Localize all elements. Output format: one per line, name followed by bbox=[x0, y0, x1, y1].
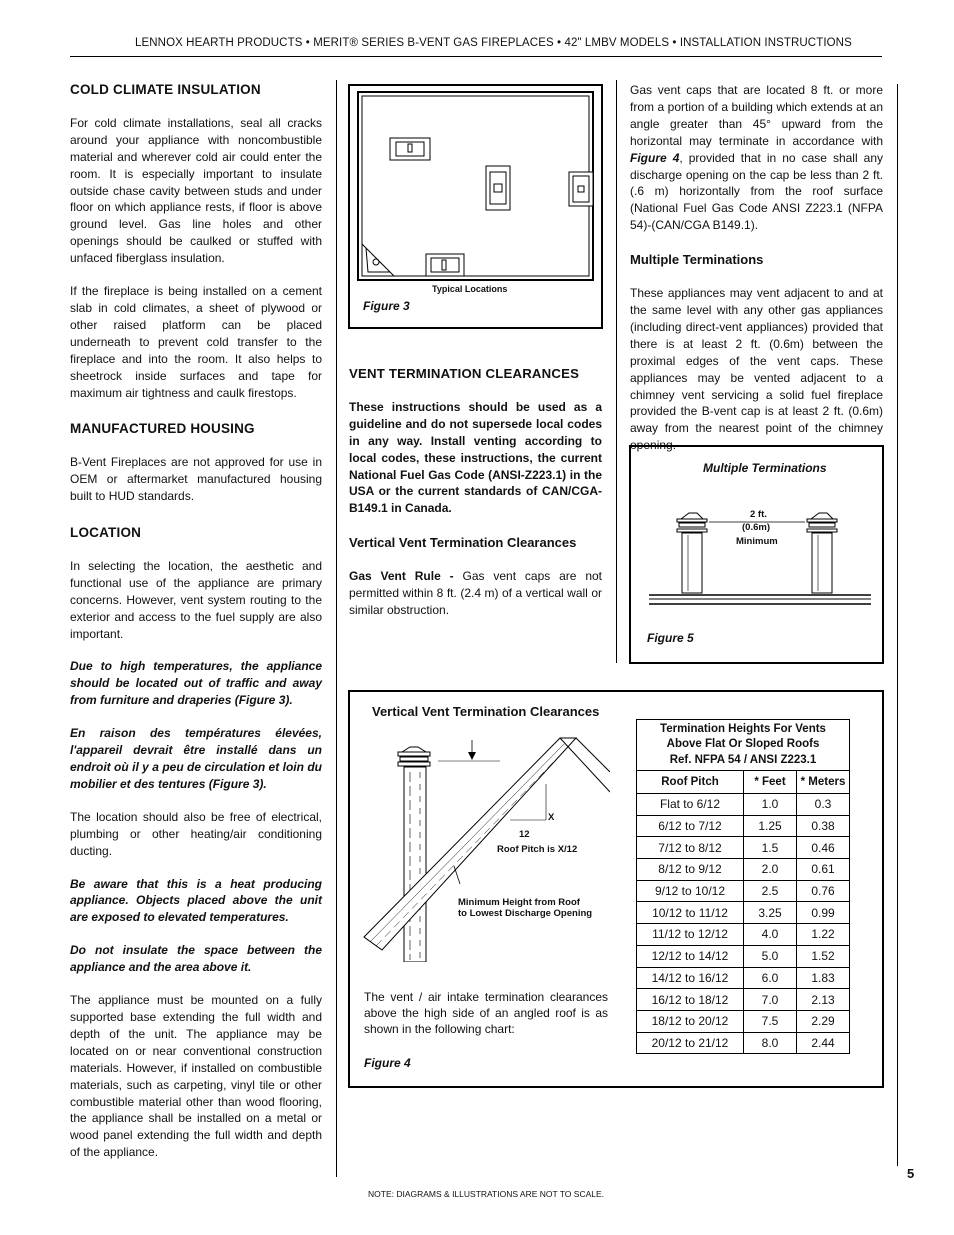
multiple-terminations-heading: Multiple Terminations bbox=[630, 252, 764, 268]
min-height-label-1: Minimum Height from Roof bbox=[458, 897, 580, 908]
cell-feet: 2.0 bbox=[744, 859, 797, 881]
gas-vent-caps-p bbox=[630, 82, 883, 234]
multiple-terminations-diagram bbox=[631, 447, 882, 662]
cold-climate-heading: COLD CLIMATE INSULATION bbox=[70, 82, 261, 97]
figure-5-label: Figure 5 bbox=[647, 631, 694, 645]
col-roof-pitch: Roof Pitch bbox=[637, 771, 744, 794]
fireplace-right bbox=[569, 172, 593, 206]
vent-cap-left bbox=[677, 513, 707, 593]
cell-feet: 7.0 bbox=[744, 989, 797, 1011]
cell-feet: 1.0 bbox=[744, 794, 797, 816]
cell-roof-pitch: 18/12 to 20/12 bbox=[637, 1010, 744, 1032]
figure-5-title: Multiple Terminations bbox=[703, 461, 827, 475]
manufactured-housing-p: B-Vent Fireplaces are not approved for use in OEM or aftermarket manufactured housing built to HUD standards. bbox=[70, 455, 322, 504]
cell-feet: 2.5 bbox=[744, 880, 797, 902]
figure-3-label: Figure 3 bbox=[363, 299, 410, 313]
table-row bbox=[637, 989, 850, 1011]
cell-feet: 3.25 bbox=[744, 902, 797, 924]
location-p1: In selecting the location, the aesthetic and functional use of the appliance are primary concerns. However, vent system routing to the exterior and access to the fuel supply are also important. bbox=[70, 558, 322, 641]
table-title bbox=[637, 720, 850, 771]
cell-feet: 1.25 bbox=[744, 815, 797, 837]
right-column bbox=[630, 82, 883, 470]
cell-roof-pitch: 6/12 to 7/12 bbox=[637, 815, 744, 837]
fireplace-bottom bbox=[426, 254, 464, 276]
cell-meters: 2.44 bbox=[797, 1032, 850, 1054]
cell-roof-pitch: 20/12 to 21/12 bbox=[637, 1032, 744, 1054]
multiple-terminations-p: These appliances may vent adjacent to and at the same level with any other gas appliances (including direct-vent appliances) provided that there is at least 2 ft. (0.6m) between the proximal edges of the vent caps. These appliances may be vented adjacent to a chimney vent servicing a solid fuel fireplace provided the B-vent cap is at least 2 ft. (0.6m) away from the nearest point of the chimney opening. bbox=[630, 286, 883, 453]
cell-meters: 0.76 bbox=[797, 880, 850, 902]
cell-meters: 2.13 bbox=[797, 989, 850, 1011]
fireplace-top-left bbox=[390, 138, 430, 160]
cell-feet: 5.0 bbox=[744, 945, 797, 967]
figure-3-box bbox=[348, 84, 603, 329]
cell-meters: 1.52 bbox=[797, 945, 850, 967]
location-p4: The location should also be free of electrical, plumbing or other heating/air conditioning ducting. bbox=[70, 809, 322, 858]
column-divider-left bbox=[336, 80, 337, 1177]
termination-heights-table bbox=[636, 719, 850, 1054]
figure-4-title: Vertical Vent Termination Clearances bbox=[372, 704, 600, 719]
gas-vent-caps-text-a: Gas vent caps that are located 8 ft. or more from a portion of a building which extends at an angle greater than 45° upward from the horizontal may terminate in accordance with bbox=[630, 83, 883, 148]
cell-roof-pitch: Flat to 6/12 bbox=[637, 794, 744, 816]
location-warning-en: Due to high temperatures, the appliance should be located out of traffic and away from furniture and draperies (Figure 3). bbox=[70, 659, 322, 708]
table-row bbox=[637, 794, 850, 816]
right-margin-rule bbox=[897, 84, 898, 1166]
middle-column bbox=[349, 366, 602, 635]
gas-vent-rule bbox=[349, 568, 602, 619]
min-height-label-2: to Lowest Discharge Opening bbox=[458, 908, 593, 919]
table-title-line-2: Above Flat Or Sloped Roofs bbox=[666, 738, 820, 751]
manufactured-housing-heading: MANUFACTURED HOUSING bbox=[70, 421, 255, 437]
cell-roof-pitch: 11/12 to 12/12 bbox=[637, 924, 744, 946]
cell-feet: 6.0 bbox=[744, 967, 797, 989]
vent-pipe bbox=[398, 747, 430, 962]
cell-roof-pitch: 10/12 to 11/12 bbox=[637, 902, 744, 924]
table-row bbox=[637, 967, 850, 989]
roof-surface bbox=[649, 595, 871, 604]
cell-roof-pitch: 16/12 to 18/12 bbox=[637, 989, 744, 1011]
page-number: 5 bbox=[907, 1166, 915, 1181]
figure-3-caption: Typical Locations bbox=[432, 284, 508, 294]
figure-4-label: Figure 4 bbox=[364, 1056, 411, 1070]
table-row bbox=[637, 1032, 850, 1054]
cell-feet: 1.5 bbox=[744, 837, 797, 859]
table-body bbox=[637, 794, 850, 1054]
gas-vent-rule-text: Gas vent caps are not permitted within 8 ft. (2.4 m) of a vertical wall or similar obstruction. bbox=[349, 569, 602, 617]
cell-roof-pitch: 8/12 to 9/12 bbox=[637, 859, 744, 881]
figure-5-box bbox=[629, 445, 884, 664]
table-row bbox=[637, 924, 850, 946]
table-title-line-1: Termination Heights For Vents bbox=[660, 722, 826, 735]
running-header: LENNOX HEARTH PRODUCTS • MERIT® SERIES B-VENT GAS FIREPLACES • 42" LMBV MODELS • INSTALLATION INSTRUCTIONS bbox=[135, 37, 852, 49]
fireplace-corner bbox=[362, 244, 394, 276]
table-title-line-3: Ref. NFPA 54 / ANSI Z223.1 bbox=[669, 753, 817, 766]
col-meters: * Meters bbox=[797, 771, 850, 794]
table-row bbox=[637, 859, 850, 881]
gas-vent-rule-label: Gas Vent Rule - bbox=[349, 569, 463, 584]
cell-roof-pitch: 7/12 to 8/12 bbox=[637, 837, 744, 859]
cell-feet: 4.0 bbox=[744, 924, 797, 946]
table-row bbox=[637, 815, 850, 837]
cell-roof-pitch: 12/12 to 14/12 bbox=[637, 945, 744, 967]
cell-roof-pitch: 14/12 to 16/12 bbox=[637, 967, 744, 989]
scale-note: NOTE: DIAGRAMS & ILLUSTRATIONS ARE NOT TO SCALE. bbox=[368, 1189, 605, 1199]
cold-climate-p2: If the fireplace is being installed on a cement slab in cold climates, a sheet of plywood or other raised platform can be placed underneath to prevent cold transfer to the fireplace and into the room. It also helps to sheetrock inside surfaces and tape for maximum air tightness and caulk firestops. bbox=[70, 284, 322, 400]
figure-5-dim-3: Minimum bbox=[736, 536, 778, 547]
table-row bbox=[637, 902, 850, 924]
table-row bbox=[637, 880, 850, 902]
figure-4-description: The vent / air intake termination clearances above the high side of an angled roof is as shown in the following chart: bbox=[364, 990, 608, 1036]
vent-cap-right bbox=[807, 513, 837, 593]
cell-feet: 8.0 bbox=[744, 1032, 797, 1054]
cell-feet: 7.5 bbox=[744, 1010, 797, 1032]
header-rule bbox=[70, 56, 882, 57]
left-column bbox=[70, 82, 322, 1177]
location-p7: The appliance must be mounted on a fully supported base extending the full width and depth of the unit. The appliance may be located on or near conventional construction materials. However, if installed on combustible materials, such as carpeting, vinyl tile or other combustible material other than wood flooring, the appliance shall be installed on a metal or wood panel extending the full width and depth of the appliance. bbox=[70, 993, 322, 1160]
cell-meters: 0.38 bbox=[797, 815, 850, 837]
col-feet: * Feet bbox=[744, 771, 797, 794]
cold-climate-p1: For cold climate installations, seal all cracks around your appliance with noncombustible material and wherever cold air could enter the room. It is especially important to insulate outside chase cavity between studs and under floor on which appliance rests, if floor is above ground level. Gas line holes and other openings should be caulked or stuffed with unfaced fiberglass insulation. bbox=[70, 115, 322, 266]
table-row bbox=[637, 837, 850, 859]
table-row bbox=[637, 945, 850, 967]
gas-vent-caps-text-b: , provided that in no case shall any discharge opening on the cap be less than 2 ft. (.6 m) horizontally from the roof surface (National Fuel Gas Code ANSI Z223.1 (NFPA 54)-(CAN/CGA B149.1). bbox=[630, 150, 883, 233]
vertical-vent-heading: Vertical Vent Termination Clearances bbox=[349, 535, 577, 551]
cell-meters: 0.99 bbox=[797, 902, 850, 924]
pitch-x-label: X bbox=[548, 812, 555, 823]
location-heading: LOCATION bbox=[70, 525, 142, 541]
location-heat-warning: Be aware that this is a heat producing appliance. Objects placed above the unit are exposed to elevated temperatures. bbox=[70, 876, 322, 925]
vent-termination-heading: VENT TERMINATION CLEARANCES bbox=[349, 366, 580, 381]
cell-meters: 2.29 bbox=[797, 1010, 850, 1032]
cell-meters: 0.61 bbox=[797, 859, 850, 881]
cell-meters: 0.3 bbox=[797, 794, 850, 816]
figure-5-dim-1: 2 ft. bbox=[750, 509, 767, 520]
table-row bbox=[637, 1010, 850, 1032]
figure-4-reference: Figure 4 bbox=[630, 150, 680, 165]
location-insulate-warning: Do not insulate the space between the appliance and the area above it. bbox=[70, 943, 322, 975]
cell-meters: 0.46 bbox=[797, 837, 850, 859]
pitch-twelve-label: 12 bbox=[519, 829, 530, 840]
cell-roof-pitch: 9/12 to 10/12 bbox=[637, 880, 744, 902]
vent-termination-guideline: These instructions should be used as a guideline and do not supersede local codes in any way. Install venting according to local codes, these instructions, the current National Fuel Gas Code (ANSI-Z223.1) in the USA or the current standards of CAN/CGA-B149.1 in Canada. bbox=[349, 399, 602, 516]
figure-5-dim-2: (0.6m) bbox=[742, 522, 770, 533]
cell-meters: 1.22 bbox=[797, 924, 850, 946]
column-divider-right bbox=[616, 80, 617, 663]
cell-meters: 1.83 bbox=[797, 967, 850, 989]
fireplace-center bbox=[486, 166, 510, 210]
roof-pitch-label: Roof Pitch is X/12 bbox=[497, 844, 578, 855]
location-warning-fr: En raison des températures élevées, l'appareil devrait être installé dans un endroit où il y a peu de circulation et loin du mobilier et des tentures (Figure 3). bbox=[70, 726, 322, 791]
